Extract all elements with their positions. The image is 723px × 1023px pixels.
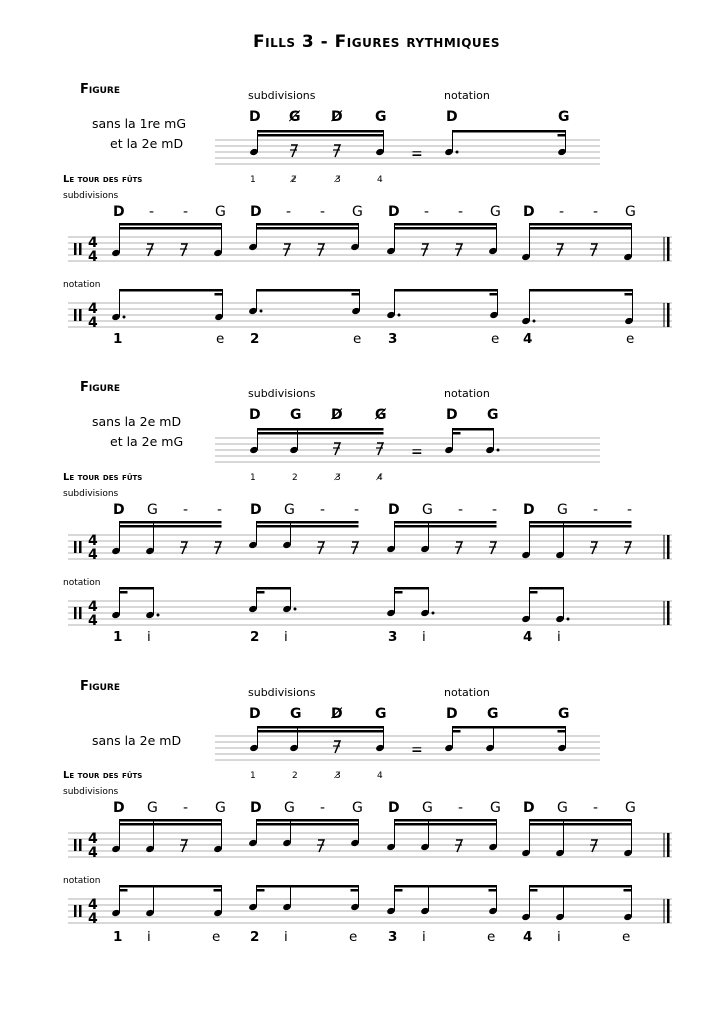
augmentation-dot [398, 314, 401, 317]
notation-hand: G [487, 706, 499, 722]
beam [120, 587, 154, 590]
beam [257, 289, 360, 292]
subdivisions-label: subdivisions [248, 686, 316, 699]
final-barline [667, 601, 670, 625]
hand-letter: - [217, 502, 223, 518]
sixteenth-rest [291, 145, 297, 157]
hand-letter: - [627, 502, 633, 518]
count-label: i [284, 929, 288, 945]
figure-label: Figure [80, 82, 121, 97]
beam [120, 591, 128, 594]
final-barline [667, 833, 670, 857]
sixteenth-rest [181, 542, 187, 554]
beam [530, 521, 632, 524]
subdivision-count: 2 [292, 473, 298, 483]
beam [453, 730, 461, 733]
hand-letter: D [113, 502, 125, 518]
hand-letter: D [113, 800, 125, 816]
time-signature-bottom: 4 [88, 845, 98, 861]
time-signature-top: 4 [88, 831, 98, 847]
beam [489, 889, 497, 892]
hand-letter: G [625, 800, 636, 816]
count-label: e [622, 929, 631, 945]
beam [490, 293, 498, 296]
subdivisions-label: subdivisions [248, 89, 316, 102]
beam [215, 293, 223, 296]
sixteenth-rest [591, 244, 597, 256]
count-label: i [284, 629, 288, 645]
count-label: i [557, 929, 561, 945]
figure-label: Figure [80, 380, 121, 395]
augmentation-dot [123, 316, 126, 319]
count-label: 4 [523, 929, 533, 945]
beam [258, 134, 384, 137]
hand-letter: D [523, 204, 535, 220]
beam [120, 885, 222, 888]
hand-letter: - [593, 800, 599, 816]
figure-description-line: sans la 2e mD [92, 414, 182, 429]
subdivision-count: 2 [292, 771, 298, 781]
hand-letter: D [250, 502, 262, 518]
hand-letter: - [458, 204, 464, 220]
augmentation-dot [294, 608, 297, 611]
time-signature-top: 4 [88, 897, 98, 913]
sixteenth-rest [284, 244, 290, 256]
hand-letter: - [458, 502, 464, 518]
beam [351, 889, 359, 892]
beam [530, 889, 538, 892]
beam [120, 521, 222, 524]
beam [120, 819, 222, 822]
count-label: i [147, 629, 151, 645]
beam [257, 227, 359, 230]
figure-description-line: et la 2e mD [110, 136, 184, 151]
count-label: e [349, 929, 358, 945]
subdivision-count: 4̸ [377, 473, 383, 483]
time-signature-top: 4 [88, 533, 98, 549]
beam [395, 289, 498, 292]
tour-subdivisions-label: subdivisions [63, 787, 119, 797]
subdivision-hand: D̸ [331, 109, 343, 125]
sixteenth-rest [215, 542, 221, 554]
count-label: 1 [113, 331, 123, 347]
augmentation-dot [567, 618, 570, 621]
beam [530, 591, 538, 594]
percussion-clef [74, 309, 77, 321]
hand-letter: G [147, 502, 158, 518]
hand-letter: - [424, 204, 430, 220]
count-label: e [216, 331, 225, 347]
percussion-clef [79, 905, 82, 917]
beam [257, 819, 359, 822]
notation-label: notation [444, 89, 490, 102]
subdivision-hand: D [249, 706, 261, 722]
subdivision-hand: D̸ [331, 407, 343, 423]
beam [395, 823, 497, 826]
final-barline [667, 535, 670, 559]
beam [530, 525, 632, 528]
beam [530, 587, 564, 590]
percussion-clef [79, 243, 82, 255]
beam [258, 432, 384, 435]
sixteenth-rest [181, 244, 187, 256]
beam [120, 223, 222, 226]
beam [257, 587, 291, 590]
sixteenth-rest [422, 244, 428, 256]
beam [453, 432, 461, 435]
figure-description-line: sans la 2e mD [92, 733, 182, 748]
tour-notation-label: notation [63, 280, 101, 290]
sixteenth-rest [318, 840, 324, 852]
sixteenth-rest [147, 244, 153, 256]
subdivision-hand: G̸ [375, 407, 387, 423]
count-label: i [422, 629, 426, 645]
sixteenth-rest [334, 443, 340, 455]
subdivision-count: 3̸ [335, 771, 341, 781]
beam [395, 227, 497, 230]
subdivision-count: 4 [377, 175, 383, 185]
percussion-clef [79, 607, 82, 619]
count-label: 2 [250, 629, 260, 645]
subdivision-hand: G̸ [289, 109, 301, 125]
tour-notation-label: notation [63, 876, 101, 886]
hand-letter: G [557, 800, 568, 816]
beam [453, 130, 566, 133]
notation-hand: G [558, 109, 570, 125]
page-title: Fills 3 - Figures rythmiques [253, 32, 501, 52]
beam [625, 293, 633, 296]
count-label: 2 [250, 331, 260, 347]
subdivision-count: 2̸ [291, 175, 297, 185]
beam [395, 525, 497, 528]
beam [530, 227, 632, 230]
percussion-clef [74, 905, 77, 917]
tour-subdivisions-label: subdivisions [63, 489, 119, 499]
sixteenth-rest [490, 542, 496, 554]
hand-letter: G [284, 800, 295, 816]
hand-letter: - [183, 800, 189, 816]
sixteenth-rest [456, 542, 462, 554]
sixteenth-rest [591, 840, 597, 852]
beam [120, 289, 223, 292]
equals-sign: = [411, 146, 423, 162]
subdivision-hand: G [375, 109, 387, 125]
augmentation-dot [157, 614, 160, 617]
hand-letter: - [320, 204, 326, 220]
beam [257, 591, 265, 594]
time-signature-top: 4 [88, 599, 98, 615]
time-signature-top: 4 [88, 235, 98, 251]
subdivision-hand: D [249, 407, 261, 423]
percussion-clef [74, 243, 77, 255]
final-barline [667, 899, 670, 923]
hand-letter: G [352, 204, 363, 220]
equals-sign: = [411, 444, 423, 460]
beam [258, 428, 384, 431]
hand-letter: D [250, 204, 262, 220]
count-label: 3 [388, 331, 398, 347]
tour-des-futs-label: Le tour des fûts [63, 770, 143, 781]
subdivision-count: 3̸ [335, 175, 341, 185]
hand-letter: - [183, 502, 189, 518]
beam [257, 525, 359, 528]
percussion-clef [74, 839, 77, 851]
hand-letter: - [320, 800, 326, 816]
beam [257, 889, 265, 892]
hand-letter: G [284, 502, 295, 518]
beam [530, 823, 632, 826]
beam [453, 726, 566, 729]
beam [214, 889, 222, 892]
hand-letter: D [388, 502, 400, 518]
subdivision-hand: D̸ [331, 706, 343, 722]
percussion-clef [79, 309, 82, 321]
figure-description-line: et la 2e mG [110, 434, 184, 449]
percussion-clef [74, 607, 77, 619]
beam [530, 223, 632, 226]
beam [352, 293, 360, 296]
sixteenth-rest [352, 542, 358, 554]
hand-letter: G [490, 800, 501, 816]
subdivision-count: 1 [250, 175, 256, 185]
time-signature-bottom: 4 [88, 613, 98, 629]
hand-letter: G [215, 800, 226, 816]
count-label: 3 [388, 929, 398, 945]
percussion-clef [74, 541, 77, 553]
beam [395, 889, 403, 892]
notation-hand: G [487, 407, 499, 423]
beam [120, 823, 222, 826]
beam [120, 525, 222, 528]
time-signature-top: 4 [88, 301, 98, 317]
subdivision-hand: D [249, 109, 261, 125]
beam [258, 730, 384, 733]
count-label: e [212, 929, 221, 945]
hand-letter: - [354, 502, 360, 518]
count-label: 4 [523, 629, 533, 645]
notation-label: notation [444, 686, 490, 699]
beam [395, 587, 429, 590]
time-signature-bottom: 4 [88, 911, 98, 927]
sixteenth-rest [318, 542, 324, 554]
beam [530, 819, 632, 822]
subdivision-count: 4 [377, 771, 383, 781]
subdivision-hand: G [290, 407, 302, 423]
notation-label: notation [444, 387, 490, 400]
hand-letter: G [422, 502, 433, 518]
sixteenth-rest [625, 542, 631, 554]
hand-letter: - [183, 204, 189, 220]
count-label: i [422, 929, 426, 945]
time-signature-bottom: 4 [88, 547, 98, 563]
hand-letter: - [286, 204, 292, 220]
notation-hand: D [446, 109, 458, 125]
sixteenth-rest [557, 244, 563, 256]
percussion-clef [79, 839, 82, 851]
hand-letter: G [557, 502, 568, 518]
notation-hand: G [558, 706, 570, 722]
count-label: 4 [523, 331, 533, 347]
count-label: i [147, 929, 151, 945]
beam [257, 885, 359, 888]
hand-letter: D [250, 800, 262, 816]
beam [120, 889, 128, 892]
count-label: 3 [388, 629, 398, 645]
sixteenth-rest [456, 840, 462, 852]
subdivision-count: 3̸ [335, 473, 341, 483]
beam [257, 823, 359, 826]
hand-letter: D [113, 204, 125, 220]
sixteenth-rest [334, 145, 340, 157]
hand-letter: - [320, 502, 326, 518]
subdivision-count: 1 [250, 473, 256, 483]
count-label: 2 [250, 929, 260, 945]
figure-description-line: sans la 1re mG [92, 116, 187, 131]
final-barline [667, 237, 670, 261]
hand-letter: - [492, 502, 498, 518]
equals-sign: = [411, 742, 423, 758]
sixteenth-rest [318, 244, 324, 256]
beam [558, 730, 566, 733]
augmentation-dot [533, 320, 536, 323]
hand-letter: D [523, 502, 535, 518]
hand-letter: D [388, 204, 400, 220]
beam [558, 134, 566, 137]
subdivisions-label: subdivisions [248, 387, 316, 400]
beam [257, 521, 359, 524]
count-label: e [353, 331, 362, 347]
beam [624, 889, 632, 892]
hand-letter: G [352, 800, 363, 816]
hand-letter: - [593, 204, 599, 220]
count-label: 1 [113, 929, 123, 945]
augmentation-dot [497, 449, 500, 452]
beam [530, 885, 632, 888]
hand-letter: G [625, 204, 636, 220]
notation-hand: D [446, 706, 458, 722]
augmentation-dot [432, 612, 435, 615]
beam [395, 819, 497, 822]
beam [530, 289, 633, 292]
subdivision-hand: G [375, 706, 387, 722]
hand-letter: - [149, 204, 155, 220]
hand-letter: D [523, 800, 535, 816]
sixteenth-rest [377, 443, 383, 455]
subdivision-count: 1 [250, 771, 256, 781]
count-label: e [487, 929, 496, 945]
sixteenth-rest [334, 741, 340, 753]
sixteenth-rest [456, 244, 462, 256]
final-barline [667, 303, 670, 327]
count-label: i [557, 629, 561, 645]
beam [395, 223, 497, 226]
subdivision-hand: G [290, 706, 302, 722]
percussion-clef [79, 541, 82, 553]
beam [120, 227, 222, 230]
beam [257, 223, 359, 226]
sixteenth-rest [181, 840, 187, 852]
count-label: e [491, 331, 500, 347]
tour-notation-label: notation [63, 578, 101, 588]
augmentation-dot [456, 151, 459, 154]
augmentation-dot [260, 310, 263, 313]
notation-hand: D [446, 407, 458, 423]
hand-letter: D [388, 800, 400, 816]
tour-des-futs-label: Le tour des fûts [63, 174, 143, 185]
tour-des-futs-label: Le tour des fûts [63, 472, 143, 483]
count-label: 1 [113, 629, 123, 645]
beam [453, 428, 494, 431]
hand-letter: G [147, 800, 158, 816]
tour-subdivisions-label: subdivisions [63, 191, 119, 201]
hand-letter: - [559, 204, 565, 220]
hand-letter: G [215, 204, 226, 220]
hand-letter: G [490, 204, 501, 220]
hand-letter: G [422, 800, 433, 816]
beam [258, 726, 384, 729]
beam [395, 591, 403, 594]
beam [395, 885, 497, 888]
sixteenth-rest [591, 542, 597, 554]
hand-letter: - [593, 502, 599, 518]
time-signature-bottom: 4 [88, 315, 98, 331]
figure-label: Figure [80, 679, 121, 694]
beam [395, 521, 497, 524]
time-signature-bottom: 4 [88, 249, 98, 265]
count-label: e [626, 331, 635, 347]
hand-letter: - [458, 800, 464, 816]
beam [258, 130, 384, 133]
